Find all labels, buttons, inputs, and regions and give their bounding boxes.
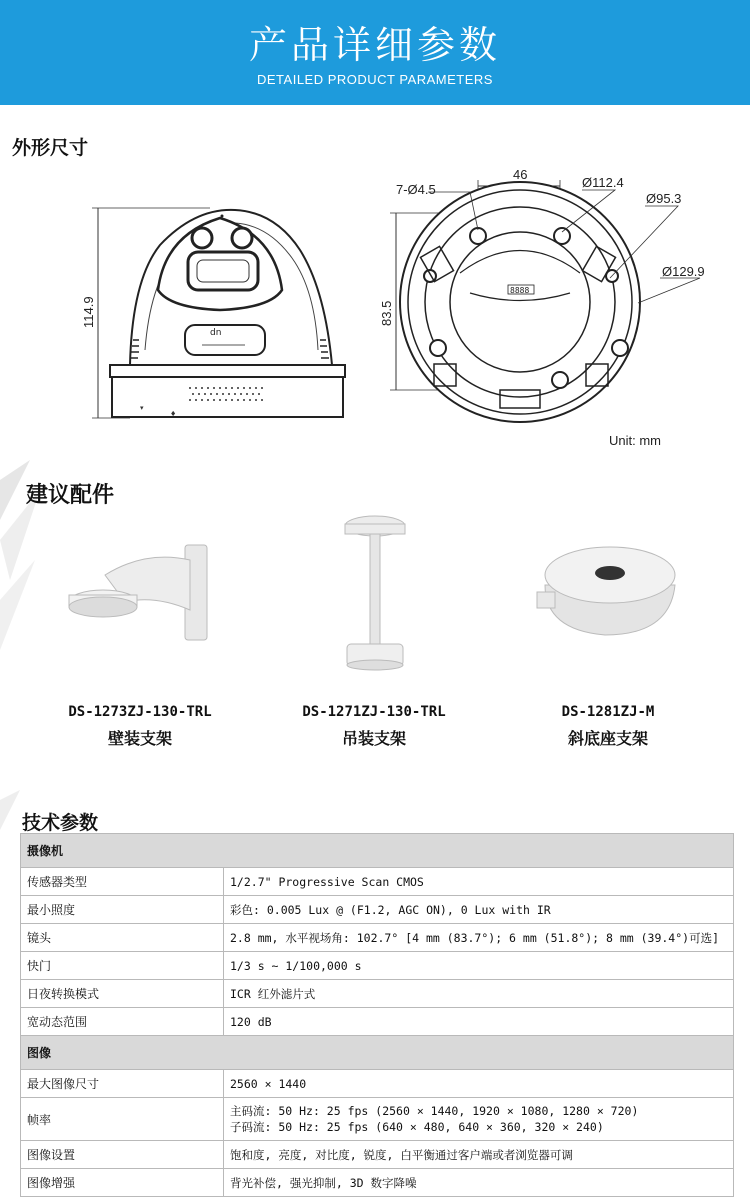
spec-value-line: 子码流: 50 Hz: 25 fps (640 × 480, 640 × 360, 320 × 240) bbox=[230, 1120, 604, 1134]
camera-bottom-drawing bbox=[370, 168, 730, 433]
spec-value: 1/2.7" Progressive Scan CMOS bbox=[224, 868, 734, 896]
width-top-label: 46 bbox=[513, 168, 528, 182]
dimensions-section-title: 外形尺寸 bbox=[12, 137, 89, 159]
spec-key: 图像增强 bbox=[21, 1169, 224, 1197]
accessory-code: DS-1271ZJ-130-TRL bbox=[302, 704, 446, 720]
spec-key: 宽动态范围 bbox=[21, 1008, 224, 1036]
spec-key: 快门 bbox=[21, 952, 224, 980]
table-row bbox=[21, 1008, 734, 1036]
spec-value: 120 dB bbox=[224, 1008, 734, 1036]
spec-group-header bbox=[21, 834, 734, 868]
dia1-label: Ø112.4 bbox=[582, 175, 624, 190]
spec-value: 背光补偿, 强光抑制, 3D 数字降噪 bbox=[224, 1169, 734, 1197]
spec-value: 1/3 s ~ 1/100,000 s bbox=[224, 952, 734, 980]
spec-value: 彩色: 0.005 Lux @ (F1.2, AGC ON), 0 Lux with IR bbox=[224, 896, 734, 924]
spec-group-header bbox=[21, 1036, 734, 1070]
camera-side-drawing bbox=[70, 190, 360, 430]
height-side-label: 114.9 bbox=[81, 296, 96, 328]
svg-text:dn: dn bbox=[210, 328, 222, 338]
accessory-name: 斜底座支架 bbox=[567, 729, 648, 748]
specs-section-title: 技术参数 bbox=[22, 812, 99, 834]
table-row bbox=[21, 896, 734, 924]
table-row bbox=[21, 924, 734, 952]
table-row bbox=[21, 1169, 734, 1197]
spec-key: 最小照度 bbox=[21, 896, 224, 924]
wall-mount-image bbox=[65, 540, 215, 650]
spec-group-name: 摄像机 bbox=[21, 834, 734, 868]
table-row bbox=[21, 980, 734, 1008]
accessory-name: 壁装支架 bbox=[107, 729, 172, 748]
spec-value bbox=[224, 1098, 734, 1141]
table-row bbox=[21, 1141, 734, 1169]
page-title: 产品详细参数 bbox=[248, 23, 501, 67]
table-row bbox=[21, 1070, 734, 1098]
spec-value: 2.8 mm, 水平视场角: 102.7° [4 mm (83.7°); 6 mm (51.8°); 8 mm (39.4°)可选] bbox=[224, 924, 734, 952]
accessory-name: 吊装支架 bbox=[341, 729, 406, 748]
accessory-code: DS-1273ZJ-130-TRL bbox=[68, 704, 212, 720]
page-subtitle: DETAILED PRODUCT PARAMETERS bbox=[257, 72, 493, 87]
header-banner bbox=[0, 0, 750, 105]
ceiling-mount-image bbox=[335, 512, 415, 672]
svg-text:▾: ▾ bbox=[140, 404, 144, 412]
spec-value-line: 主码流: 50 Hz: 25 fps (2560 × 1440, 1920 × 1080, 1280 × 720) bbox=[230, 1104, 639, 1118]
dia3-label: Ø129.9 bbox=[662, 264, 705, 279]
height-bottom-label: 83.5 bbox=[379, 300, 394, 326]
spec-value: 2560 × 1440 bbox=[224, 1070, 734, 1098]
accessory-wall-mount bbox=[40, 704, 240, 749]
accessory-code: DS-1281ZJ-M bbox=[561, 704, 655, 720]
accessory-angle-base bbox=[508, 704, 708, 749]
holes-label: 7-Ø4.5 bbox=[396, 182, 436, 197]
accessories-section-title: 建议配件 bbox=[26, 483, 115, 508]
spec-key: 日夜转换模式 bbox=[21, 980, 224, 1008]
dia2-label: Ø95.3 bbox=[646, 191, 682, 206]
unit-label: Unit: mm bbox=[609, 433, 661, 448]
accessory-ceiling-mount bbox=[274, 704, 474, 749]
spec-table bbox=[20, 833, 734, 1197]
table-row bbox=[21, 868, 734, 896]
spec-key: 最大图像尺寸 bbox=[21, 1070, 224, 1098]
spec-value: 饱和度, 亮度, 对比度, 锐度, 白平衡通过客户端或者浏览器可调 bbox=[224, 1141, 734, 1169]
spec-key: 帧率 bbox=[21, 1098, 224, 1141]
angle-base-mount-image bbox=[535, 540, 685, 640]
table-row bbox=[21, 1098, 734, 1141]
spec-key: 镜头 bbox=[21, 924, 224, 952]
svg-text:♦: ♦ bbox=[170, 410, 177, 418]
table-row bbox=[21, 952, 734, 980]
spec-value: ICR 红外滤片式 bbox=[224, 980, 734, 1008]
svg-text:8888: 8888 bbox=[510, 286, 530, 295]
spec-group-name: 图像 bbox=[21, 1036, 734, 1070]
spec-key: 图像设置 bbox=[21, 1141, 224, 1169]
spec-key: 传感器类型 bbox=[21, 868, 224, 896]
